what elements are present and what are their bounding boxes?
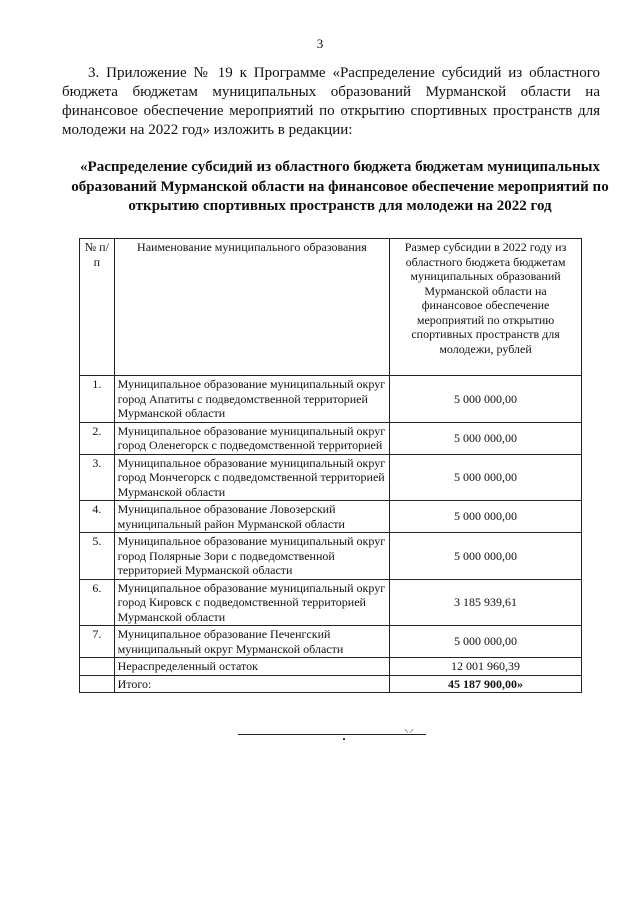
page-number: 3	[316, 36, 324, 51]
row-name: Муниципальное образование Ловозерский муниципальный район Мурманской области	[114, 501, 389, 533]
total-num	[80, 675, 115, 693]
signature-dot	[343, 738, 345, 740]
row-amount: 5 000 000,00	[390, 626, 582, 658]
table-row	[80, 579, 582, 626]
signature-mark: ⸜⸝	[404, 724, 414, 735]
table-row	[80, 501, 582, 533]
row-name: Муниципальное образование Печенгский муниципальный округ Мурманской области	[114, 626, 389, 658]
header-name: Наименование муниципального образования	[114, 239, 389, 376]
row-name: Муниципальное образование муниципальный округ город Апатиты с подведомственной территорией Мурманской области	[114, 376, 389, 423]
row-amount: 5 000 000,00	[390, 454, 582, 501]
subsidy-table	[79, 238, 582, 693]
table-row	[80, 422, 582, 454]
row-num: 6.	[80, 579, 115, 626]
table-header-row	[80, 239, 582, 376]
intro-paragraph: 3. Приложение № 19 к Программе «Распределение субсидий из областного бюджета бюджетам муниципальных образований Мурманской области на финансовое обеспечение мероприятий по открытию спортивных пространств для молодежи на 2022 год» изложить в редакции:	[62, 65, 600, 138]
row-num: 1.	[80, 376, 115, 423]
table-row	[80, 533, 582, 580]
row-name: Муниципальное образование муниципальный округ город Оленегорск с подведомственной территорией	[114, 422, 389, 454]
header-num: № п/п	[80, 239, 115, 376]
row-num: 4.	[80, 501, 115, 533]
row-amount: 5 000 000,00	[390, 533, 582, 580]
total-label: Итого:	[114, 675, 389, 693]
row-name: Муниципальное образование муниципальный округ город Кировск с подведомственной территорией Мурманской области	[114, 579, 389, 626]
row-amount: 5 000 000,00	[390, 376, 582, 423]
row-amount: 3 185 939,61	[390, 579, 582, 626]
remainder-num	[80, 658, 115, 676]
row-num: 2.	[80, 422, 115, 454]
signature-line	[238, 734, 426, 735]
table-row	[80, 626, 582, 658]
row-num: 7.	[80, 626, 115, 658]
total-amount: 45 187 900,00»	[390, 675, 582, 693]
remainder-label: Нераспределенный остаток	[114, 658, 389, 676]
row-amount: 5 000 000,00	[390, 422, 582, 454]
header-amount: Размер субсидии в 2022 году из областного бюджета бюджетам муниципальных образований Мурманской области на финансовое обеспечение мероприятий по открытию спортивных пространств для молодежи, рублей	[390, 239, 582, 376]
row-name: Муниципальное образование муниципальный округ город Полярные Зори с подведомственной территорией Мурманской области	[114, 533, 389, 580]
row-num: 5.	[80, 533, 115, 580]
table-row	[80, 454, 582, 501]
row-amount: 5 000 000,00	[390, 501, 582, 533]
remainder-row	[80, 658, 582, 676]
row-name: Муниципальное образование муниципальный округ город Мончегорск с подведомственной территорией Мурманской области	[114, 454, 389, 501]
remainder-amount: 12 001 960,39	[390, 658, 582, 676]
total-row	[80, 675, 582, 693]
table-heading: «Распределение субсидий из областного бюджета бюджетам муниципальных образований Мурманской области на финансовое обеспечение мероприятий по открытию спортивных пространств для молодежи на 2022 год	[71, 159, 609, 214]
table-row	[80, 376, 582, 423]
row-num: 3.	[80, 454, 115, 501]
